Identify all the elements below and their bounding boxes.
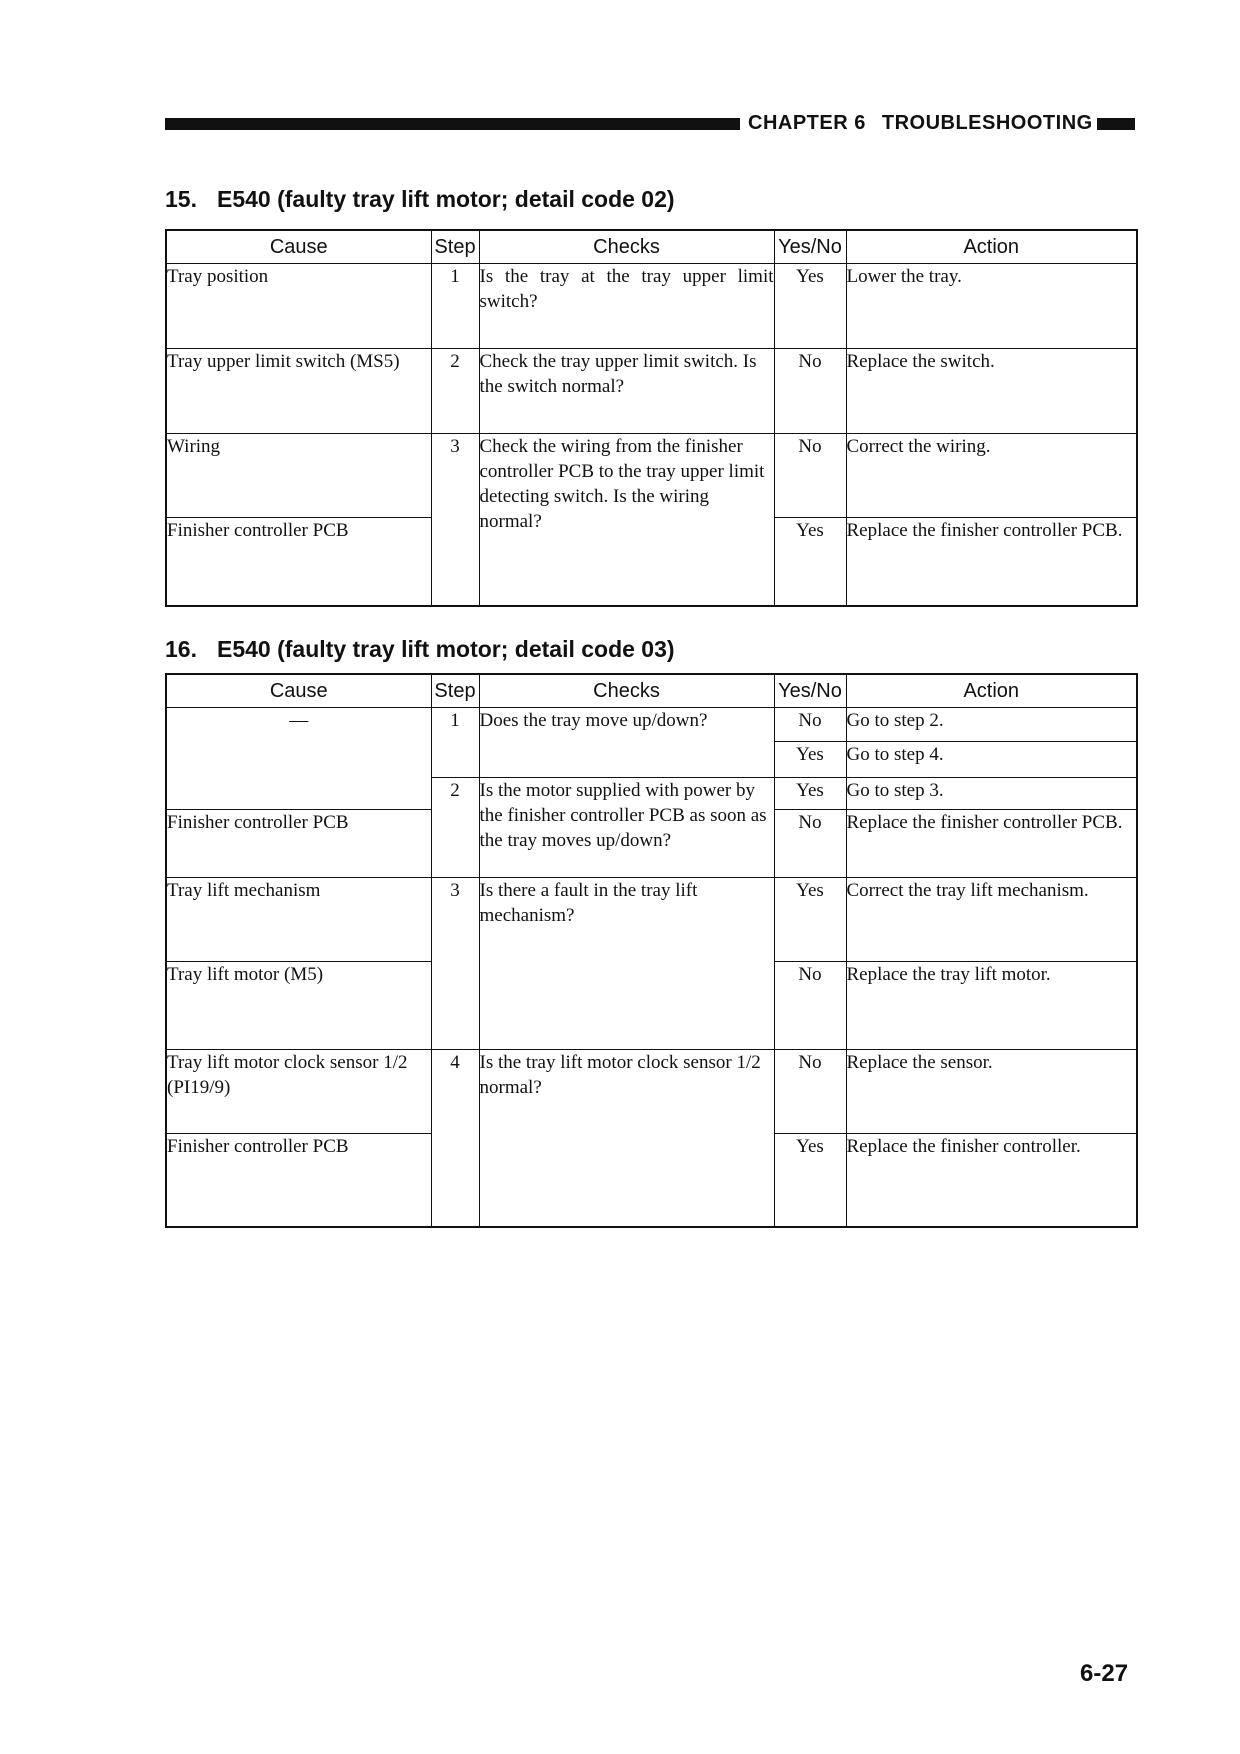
cause-cell: Tray lift mechanism — [166, 878, 431, 962]
cause-cell: Tray lift motor clock sensor 1/2 (PI19/9) — [166, 1050, 431, 1134]
table-row — [166, 1050, 1137, 1134]
action-cell: Go to step 4. — [846, 742, 1137, 778]
running-header — [748, 112, 1093, 135]
check-cell: Does the tray move up/down? — [479, 708, 774, 778]
yes-no-cell: Yes — [774, 1134, 846, 1227]
cause-cell: Finisher controller PCB — [166, 518, 431, 606]
yes-no-cell: No — [774, 708, 846, 742]
cause-cell: — — [166, 708, 431, 810]
yes-no-cell: No — [774, 434, 846, 518]
col-header-action: Action — [846, 230, 1137, 264]
yes-no-cell: No — [774, 810, 846, 878]
action-cell: Replace the sensor. — [846, 1050, 1137, 1134]
check-cell: Check the wiring from the finisher controller PCB to the tray upper limit detecting switch. Is the wiring normal? — [479, 434, 774, 606]
cause-cell: Tray upper limit switch (MS5) — [166, 349, 431, 434]
col-header-checks: Checks — [479, 230, 774, 264]
step-cell: 4 — [431, 1050, 479, 1227]
table-row — [166, 878, 1137, 962]
table-row — [166, 434, 1137, 518]
action-cell: Go to step 2. — [846, 708, 1137, 742]
col-header-cause: Cause — [166, 230, 431, 264]
table-header-row — [166, 230, 1137, 264]
action-cell: Replace the finisher controller PCB. — [846, 810, 1137, 878]
step-cell: 2 — [431, 349, 479, 434]
check-cell: Check the tray upper limit switch. Is the switch normal? — [479, 349, 774, 434]
action-cell: Replace the finisher controller PCB. — [846, 518, 1137, 606]
check-cell: Is the tray lift motor clock sensor 1/2 normal? — [479, 1050, 774, 1227]
page-number: 6-27 — [1080, 1660, 1129, 1687]
header-rule — [165, 118, 740, 130]
yes-no-cell: No — [774, 962, 846, 1050]
check-cell: Is the motor supplied with power by the finisher controller PCB as soon as the tray moves up/down? — [479, 778, 774, 878]
table-row — [166, 708, 1137, 742]
step-cell: 2 — [431, 778, 479, 878]
section-15-table — [165, 229, 1138, 607]
cause-cell: Tray position — [166, 264, 431, 349]
cause-cell: Finisher controller PCB — [166, 810, 431, 878]
cause-cell: Tray lift motor (M5) — [166, 962, 431, 1050]
yes-no-cell: Yes — [774, 264, 846, 349]
col-header-yes-no: Yes/No — [774, 674, 846, 708]
chapter-title: TROUBLESHOOTING — [881, 112, 1093, 134]
cause-cell: Finisher controller PCB — [166, 1134, 431, 1227]
section-16-table — [165, 673, 1138, 1228]
col-header-yes-no: Yes/No — [774, 230, 846, 264]
action-cell: Go to step 3. — [846, 778, 1137, 810]
yes-no-cell: Yes — [774, 742, 846, 778]
action-cell: Replace the tray lift motor. — [846, 962, 1137, 1050]
yes-no-cell: No — [774, 349, 846, 434]
chapter-label: CHAPTER 6 — [748, 112, 866, 134]
step-cell: 1 — [431, 264, 479, 349]
action-cell: Lower the tray. — [846, 264, 1137, 349]
col-header-action: Action — [846, 674, 1137, 708]
action-cell: Correct the tray lift mechanism. — [846, 878, 1137, 962]
table-row — [166, 264, 1137, 349]
yes-no-cell: Yes — [774, 778, 846, 810]
yes-no-cell: No — [774, 1050, 846, 1134]
yes-no-cell: Yes — [774, 518, 846, 606]
section-15-title: 15. E540 (faulty tray lift motor; detail code 02) — [165, 186, 675, 212]
check-cell: Is the tray at the tray upper limit switch? — [479, 264, 774, 349]
section-16-title: 16. E540 (faulty tray lift motor; detail code 03) — [165, 636, 675, 662]
table-header-row — [166, 674, 1137, 708]
col-header-step: Step — [431, 674, 479, 708]
table-row — [166, 349, 1137, 434]
action-cell: Correct the wiring. — [846, 434, 1137, 518]
col-header-checks: Checks — [479, 674, 774, 708]
action-cell: Replace the switch. — [846, 349, 1137, 434]
step-cell: 3 — [431, 434, 479, 606]
col-header-cause: Cause — [166, 674, 431, 708]
action-cell: Replace the finisher controller. — [846, 1134, 1137, 1227]
step-cell: 1 — [431, 708, 479, 778]
step-cell: 3 — [431, 878, 479, 1050]
col-header-step: Step — [431, 230, 479, 264]
yes-no-cell: Yes — [774, 878, 846, 962]
cause-cell: Wiring — [166, 434, 431, 518]
check-cell: Is there a fault in the tray lift mechanism? — [479, 878, 774, 1050]
header-rule-end — [1097, 118, 1135, 130]
